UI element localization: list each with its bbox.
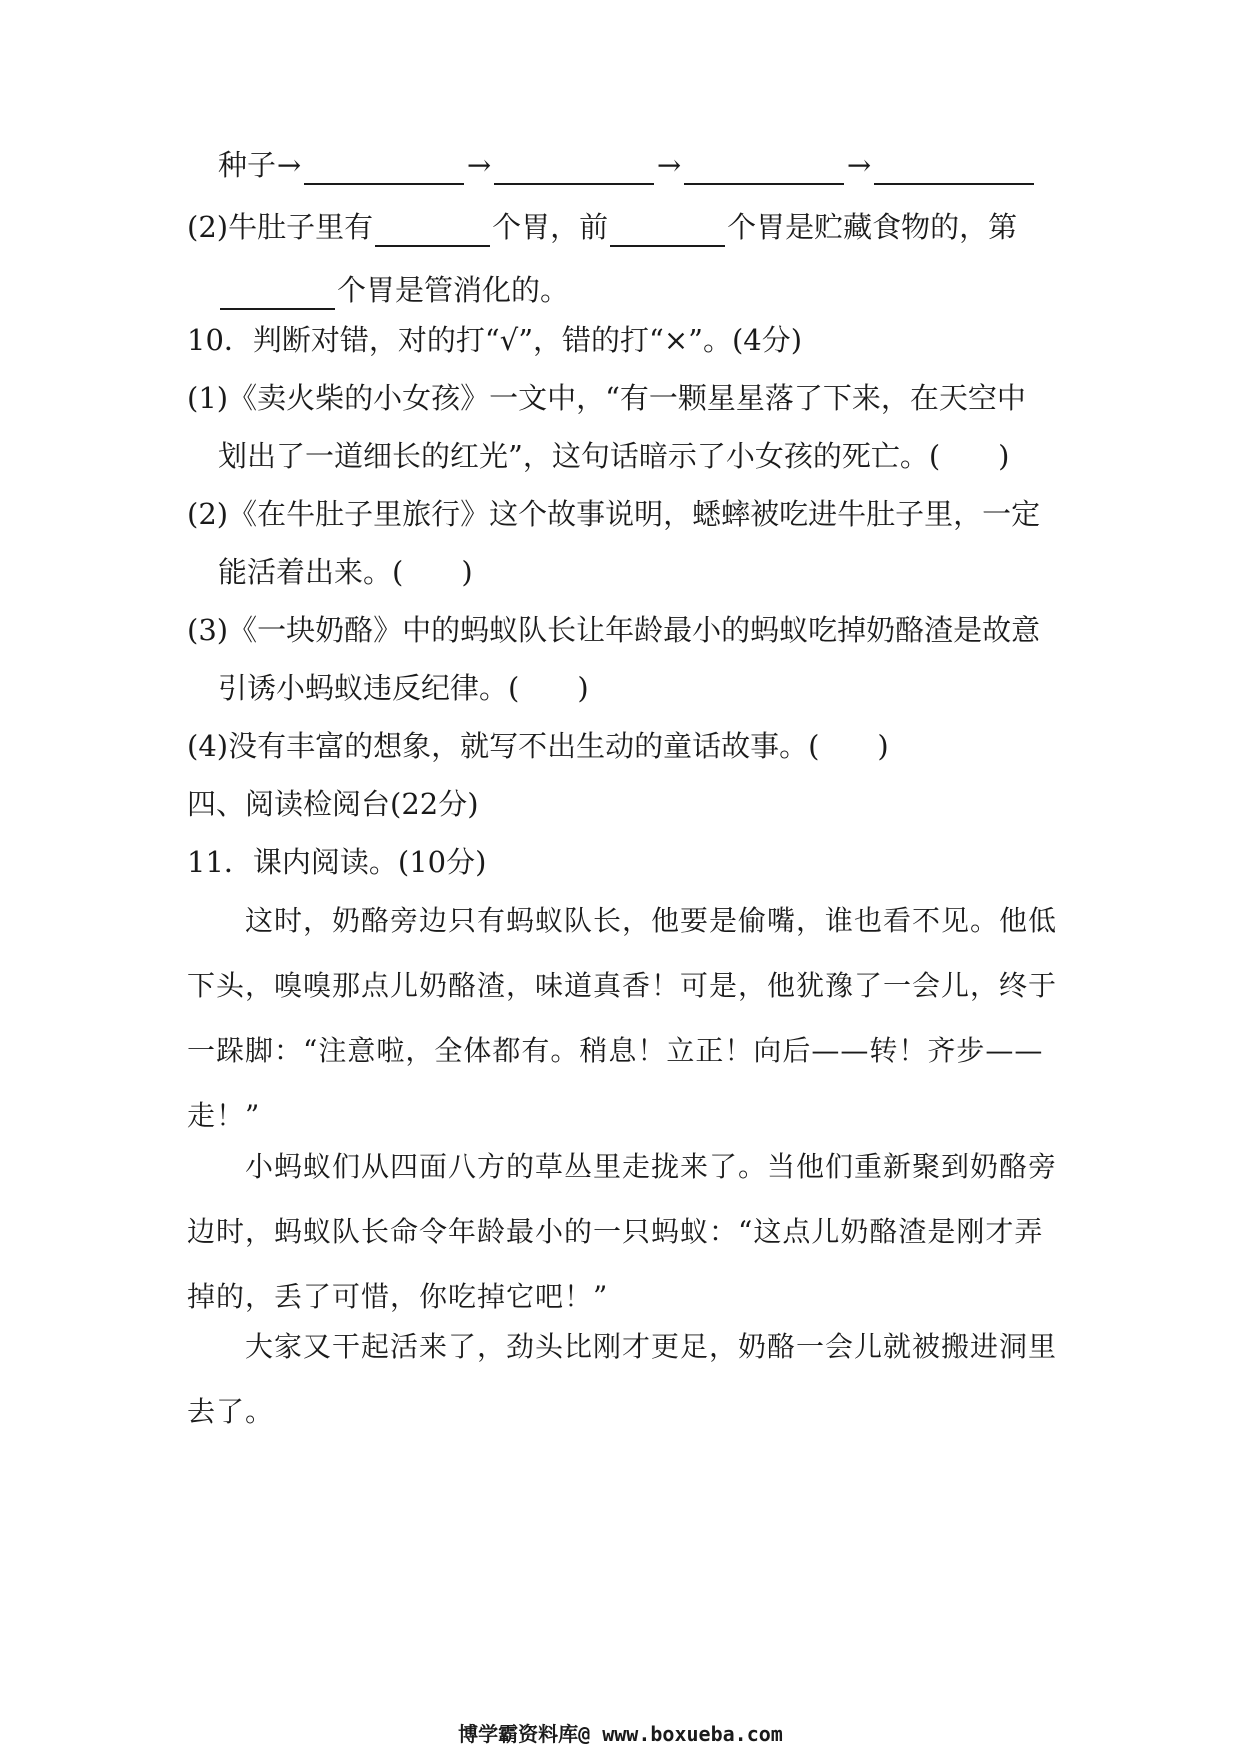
seed-chain-line — [218, 145, 1061, 185]
answer-blank[interactable] — [610, 215, 725, 247]
answer-blank[interactable] — [684, 153, 844, 185]
question-text: 个胃是管消化的。 — [337, 273, 570, 307]
answer-blank[interactable] — [375, 215, 490, 247]
q10-item-1-line1: (1)《卖火柴的小女孩》一文中，“有一颗星星落了下来，在天空中 — [187, 381, 1026, 415]
answer-blank[interactable] — [874, 153, 1034, 185]
arrow-icon: → — [846, 148, 872, 182]
answer-blank[interactable] — [304, 153, 464, 185]
q10-item-1-line2: 划出了一道细长的红光”，这句话暗示了小女孩的死亡。( ) — [218, 439, 1010, 473]
q11-title: 11．课内阅读。(10分) — [187, 845, 487, 879]
seed-label: 种子 — [218, 148, 277, 182]
reading-paragraph-3: 大家又干起活来了，劲头比刚才更足，奶酪一会儿就被搬进洞里去了。 — [187, 1330, 1058, 1428]
arrow-icon: → — [466, 148, 492, 182]
q10-item-4-line1: (4)没有丰富的想象，就写不出生动的童话故事。( ) — [187, 729, 889, 763]
answer-blank[interactable] — [494, 153, 654, 185]
question-text: 个胃，前 — [492, 210, 609, 244]
stomach-question-line2 — [218, 270, 1061, 310]
arrow-icon: → — [656, 148, 682, 182]
q10-title: 10．判断对错，对的打“√”，错的打“×”。(4分) — [187, 323, 803, 357]
section-4-title: 四、阅读检阅台(22分) — [187, 787, 479, 821]
reading-paragraph-2: 小蚂蚁们从四面八方的草丛里走拢来了。当他们重新聚到奶酪旁边时，蚂蚁队长命令年龄最小的一只蚂蚁：“这点儿奶酪渣是刚才弄掉的，丢了可惜，你吃掉它吧！” — [187, 1150, 1058, 1313]
q10-item-2-line1: (2)《在牛肚子里旅行》这个故事说明，蟋蟀被吃进牛肚子里，一定 — [187, 497, 1041, 531]
footer-watermark: 博学霸资料库@ www.boxueba.com — [458, 1722, 783, 1746]
arrow-icon: → — [276, 148, 302, 182]
reading-paragraph-1: 这时，奶酪旁边只有蚂蚁队长，他要是偷嘴，谁也看不见。他低下头，嗅嗅那点儿奶酪渣，味道真香！可是，他犹豫了一会儿，终于一跺脚：“注意啦，全体都有。稍息！立正！向后——转！齐步——走！” — [187, 904, 1058, 1132]
answer-blank[interactable] — [220, 278, 335, 310]
q10-item-3-line1: (3)《一块奶酪》中的蚂蚁队长让年龄最小的蚂蚁吃掉奶酪渣是故意 — [187, 613, 1041, 647]
q10-item-2-line2: 能活着出来。( ) — [218, 555, 473, 589]
question-text: 个胃是贮藏食物的，第 — [727, 210, 1018, 244]
stomach-question-line1 — [187, 207, 1061, 247]
question-text: (2)牛肚子里有 — [187, 210, 374, 244]
q10-item-3-line2: 引诱小蚂蚁违反纪律。( ) — [218, 671, 589, 705]
